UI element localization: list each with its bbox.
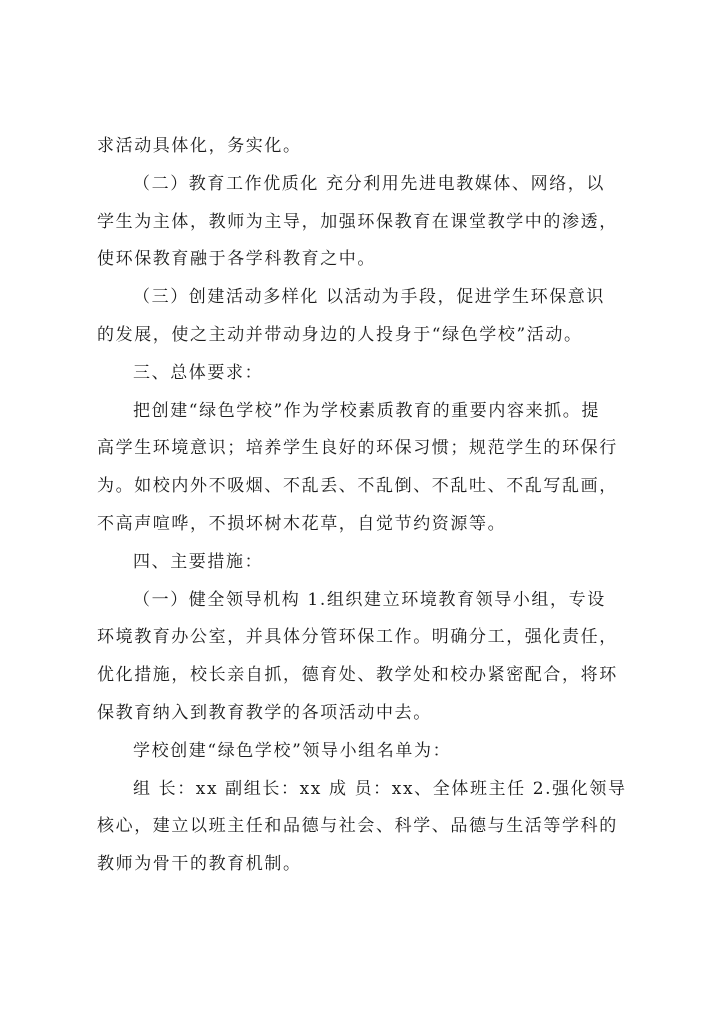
text-line: 不高声喧哗，不损坏树木花草，自觉节约资源等。 bbox=[97, 513, 507, 534]
paragraph-start-line: 学校创建“绿色学校”领导小组名单为： bbox=[133, 740, 452, 761]
text-line: 为。如校内外不吸烟、不乱丢、不乱倒、不乱吐、不乱写乱画， bbox=[97, 476, 618, 497]
text-line: 核心，建立以班主任和品德与社会、科学、品德与生活等学科的 bbox=[97, 816, 618, 837]
text-line: 使环保教育融于各学科教育之中。 bbox=[97, 249, 376, 270]
paragraph-heading-line: （二）教育工作优质化 充分利用先进电教媒体、网络，以 bbox=[133, 173, 606, 194]
document-body bbox=[97, 128, 645, 884]
paragraph-start-line: 把创建“绿色学校”作为学校素质教育的重要内容来抓。提 bbox=[133, 400, 600, 421]
section-heading: 四、主要措施： bbox=[133, 551, 264, 572]
paragraph-heading-line: （三）创建活动多样化 以活动为手段，促进学生环保意识 bbox=[133, 287, 606, 308]
paragraph-heading-line: （一）健全领导机构 1.组织建立环境教育领导小组，专设 bbox=[133, 589, 606, 610]
text-line: 优化措施，校长亲自抓，德育处、教学处和校办紧密配合，将环 bbox=[97, 665, 618, 686]
text-line: 教师为骨干的教育机制。 bbox=[97, 854, 302, 875]
paragraph-start-line: 组 长：xx 副组长：xx 成 员：xx、全体班主任 2.强化领导 bbox=[133, 778, 627, 799]
text-line: 学生为主体，教师为主导，加强环保教育在课堂教学中的渗透， bbox=[97, 211, 618, 232]
text-line: 高学生环境意识；培养学生良好的环保习惯；规范学生的环保行 bbox=[97, 438, 618, 459]
text-line: 保教育纳入到教育教学的各项活动中去。 bbox=[97, 702, 432, 723]
text-line: 求活动具体化，务实化。 bbox=[97, 136, 302, 156]
section-heading: 三、总体要求： bbox=[133, 362, 264, 383]
text-line: 环境教育办公室，并具体分管环保工作。明确分工，强化责任， bbox=[97, 627, 618, 648]
text-line: 的发展，使之主动并带动身边的人投身于“绿色学校”活动。 bbox=[97, 324, 583, 345]
